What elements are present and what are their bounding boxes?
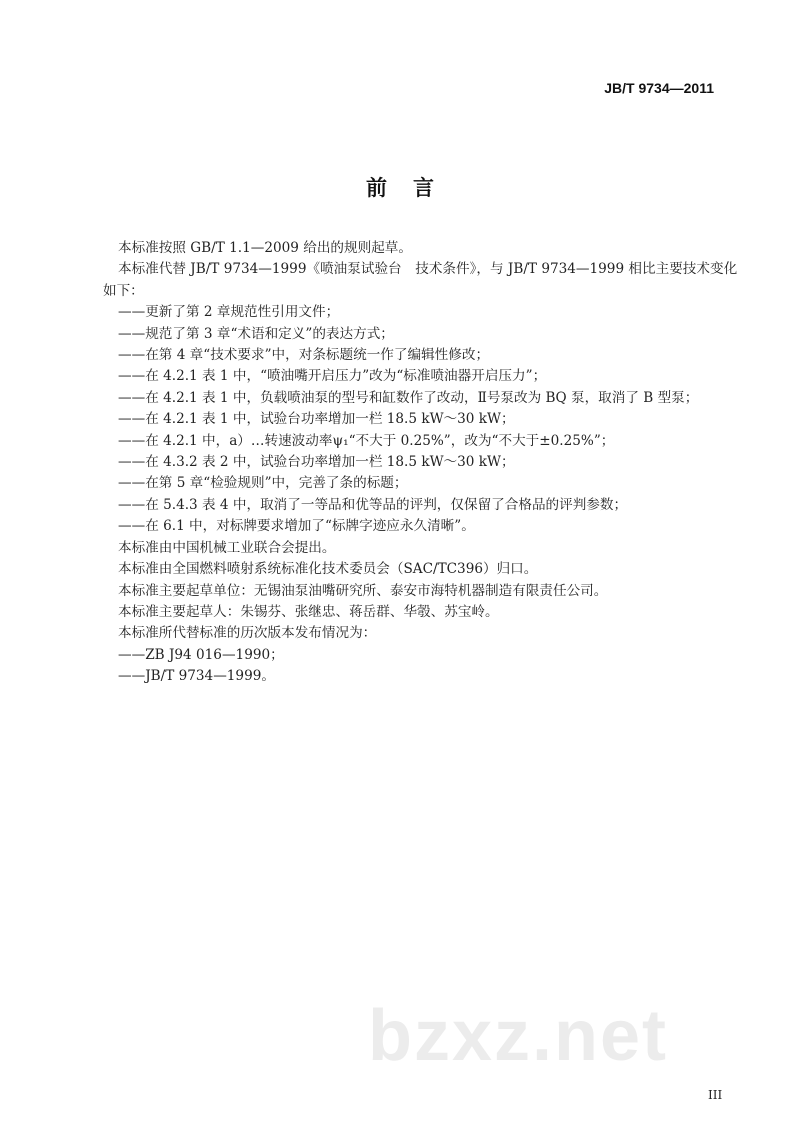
paragraph-line: ——在 6.1 中，对标牌要求增加了“标牌字迹应永久清晰”。 (118, 518, 475, 535)
paragraph-line: ——在 4.3.2 表 2 中，试验台功率增加一栏 18.5 kW～30 kW； (118, 454, 515, 471)
paragraph-line: 本标准主要起草单位：无锡油泵油嘴研究所、泰安市海特机器制造有限责任公司。 (118, 582, 608, 599)
paragraph-line: ——在 4.2.1 表 1 中，“喷油嘴开启压力”改为“标准喷油器开启压力”； (118, 368, 547, 385)
watermark: bzxz.net (368, 996, 669, 1076)
paragraph-line: ——在 4.2.1 表 1 中，负载喷油泵的型号和缸数作了改动，Ⅱ号泵改为 BQ 泵，取消了 B 型泵； (118, 389, 699, 406)
paragraph-line: ——JB/T 9734—1999。 (118, 668, 275, 685)
page-title: 前言 (366, 175, 460, 200)
paragraph-line: 本标准由全国燃料喷射系统标准化技术委员会（SAC/TC396）归口。 (118, 561, 538, 578)
paragraph-line: ——在 4.2.1 表 1 中，试验台功率增加一栏 18.5 kW～30 kW； (118, 411, 515, 428)
document-number: JB/T 9734—2011 (604, 80, 714, 96)
foreword-body (103, 238, 738, 688)
paragraph-line: ——ZB J94 016—1990； (118, 646, 284, 663)
paragraph-line: 本标准由中国机械工业联合会提出。 (118, 539, 336, 556)
paragraph-line: 本标准代替 JB/T 9734—1999《喷油泵试验台 技术条件》，与 JB/T 9734—1999 相比主要技术变化 (118, 261, 738, 278)
paragraph-line: ——在 5.4.3 表 4 中，取消了一等品和优等品的评判，仅保留了合格品的评判参数； (118, 496, 628, 513)
paragraph-line: ——规范了第 3 章“术语和定义”的表达方式； (118, 325, 394, 342)
paragraph-line: ——更新了第 2 章规范性引用文件； (118, 304, 340, 321)
paragraph-line: 本标准按照 GB/T 1.1—2009 给出的规则起草。 (118, 240, 412, 256)
page-number: III (708, 1088, 723, 1102)
paragraph-line: ——在第 5 章“检验规则”中，完善了条的标题； (118, 475, 408, 492)
paragraph-line: 如下： (103, 282, 144, 299)
paragraph-line: 本标准主要起草人：朱锡芬、张继忠、蒋岳群、华彀、苏宝岭。 (118, 603, 499, 620)
paragraph-line: ——在第 4 章“技术要求”中，对条标题统一作了编辑性修改； (118, 347, 490, 364)
paragraph-line: ——在 4.2.1 中，a）…转速波动率ψ₁“不大于 0.25%”，改为“不大于±0.25%”； (118, 432, 615, 449)
paragraph-line: 本标准所代替标准的历次版本发布情况为： (118, 625, 377, 642)
